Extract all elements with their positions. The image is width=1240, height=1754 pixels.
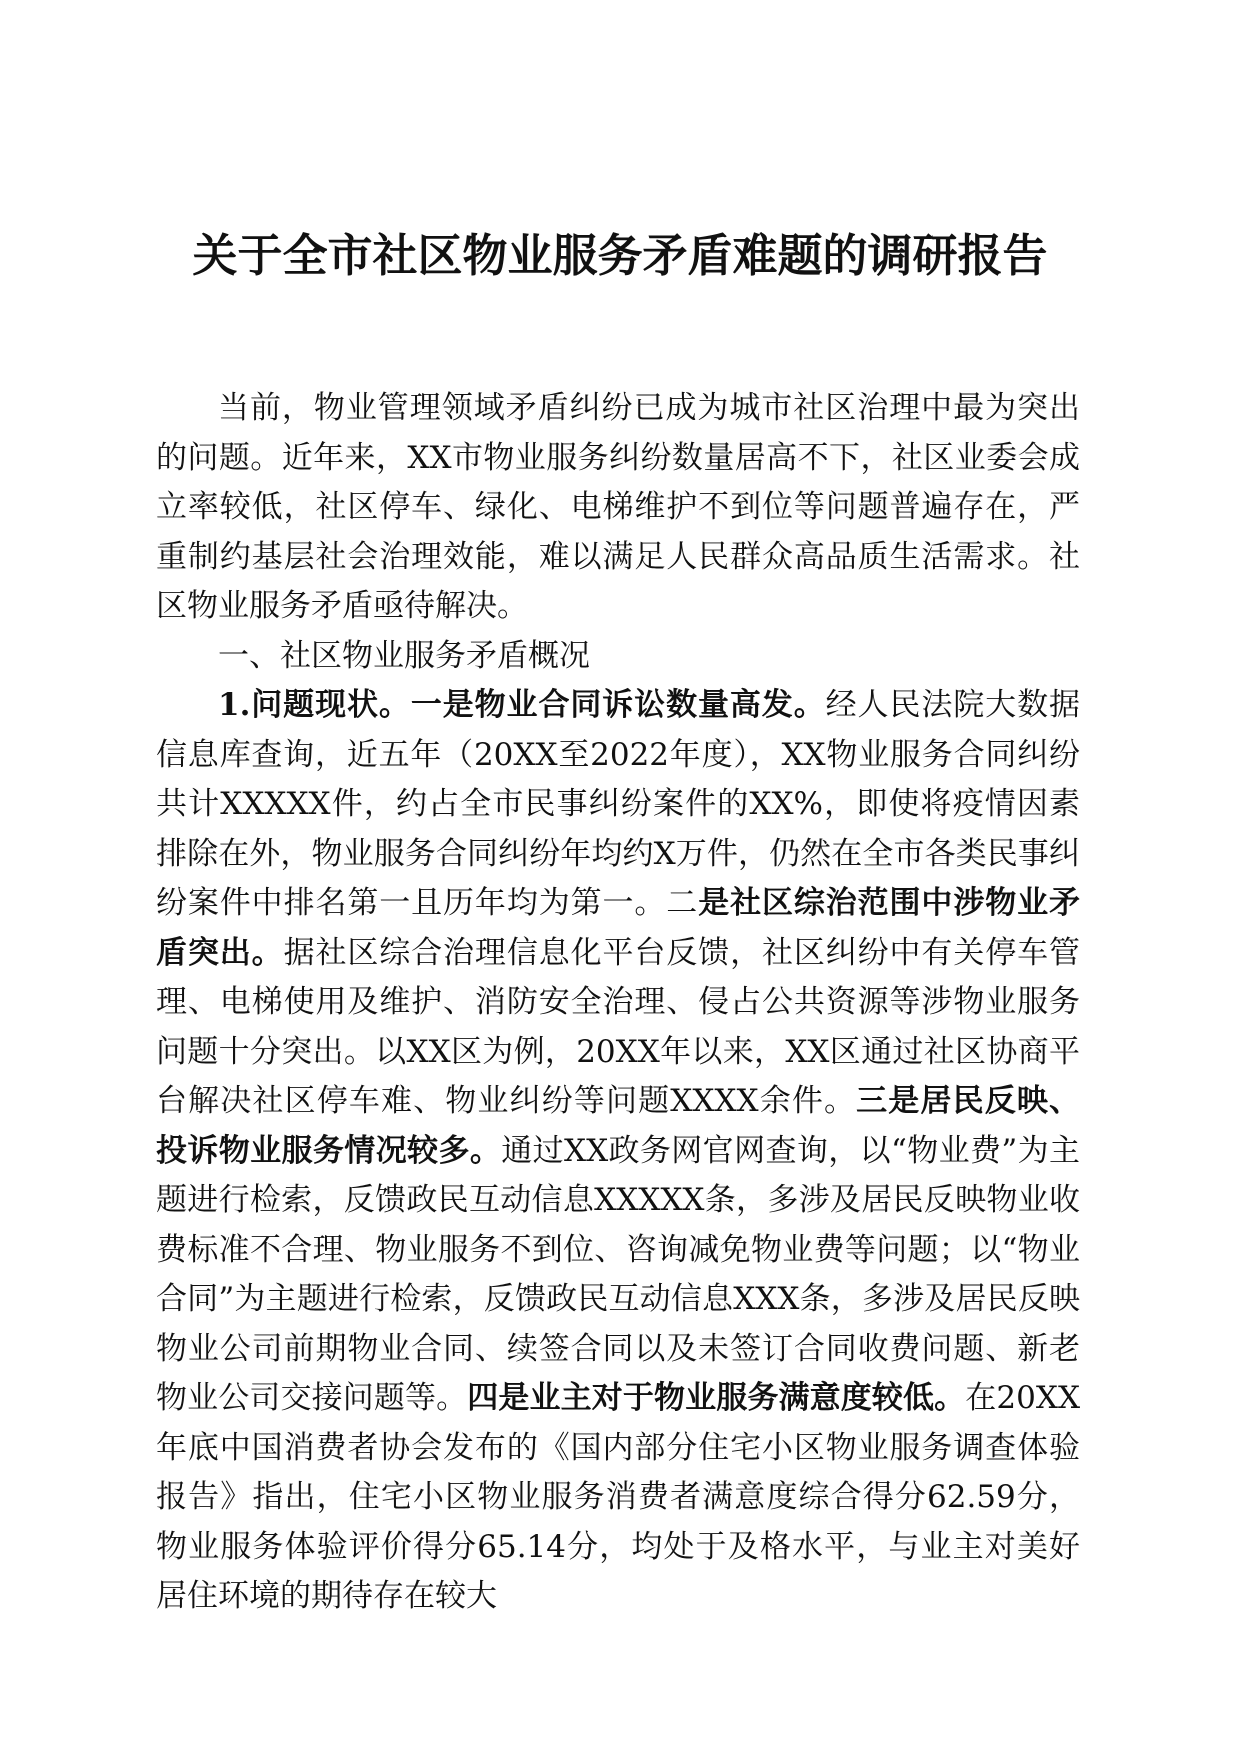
intro-paragraph: 当前，物业管理领域矛盾纠纷已成为城市社区治理中最为突出的问题。近年来，XX市物业服务纠纷数量居高不下，社区业委会成立率较低，社区停车、绿化、电梯维护不到位等问题普遍存在，严重制约基层社会治理效能，难以满足人民群众高品质生活需求。社区物业服务矛盾亟待解决。 [156, 390, 1080, 624]
subheading-lead: 1.问题现状。一是物业合同诉讼数量高发。 [218, 687, 826, 723]
point-two-heading: 是社区综治范围中涉物业矛盾突出。 [156, 885, 1081, 971]
paragraph-text-4: 在20XX年底中国消费者协会发布的《国内部分住宅小区物业服务调查体验报告》指出，住宅小区物业服务消费者满意度综合得分62.59分，物业服务体验评价得分65.14分，均处于及格水平，与业主对美好居住环境的期待存在较大 [156, 1380, 1081, 1614]
point-four-heading: 四是业主对于物业服务满意度较低。 [467, 1380, 966, 1416]
document-body [156, 384, 1080, 1622]
section-heading: 一、社区物业服务矛盾概况 [218, 637, 590, 674]
point-three-heading: 三是居民反映、投诉物业服务情况较多。 [156, 1083, 1080, 1169]
document-title: 关于全市社区物业服务矛盾难题的调研报告 [192, 229, 1048, 282]
paragraph-text-3: 通过XX政务网官网查询，以“物业费”为主题进行检索，反馈政民互动信息XXXXX条，多涉及居民反映物业收费标准不合理、物业服务不到位、咨询减免物业费等问题；以“物业合同”为主题进行检索，反馈政民互动信息XXX条，多涉及居民反映物业公司前期物业合同、续签合同以及未签订合同收费问题、新老物业公司交接问题等。 [156, 1132, 1080, 1416]
status-paragraph [156, 681, 1080, 1622]
paragraph-text-1: 经人民法院大数据信息库查询，近五年（20XX至2022年度），XX物业服务合同纠纷共计XXXXX件，约占全市民事纠纷案件的XX%，即使将疫情因素排除在外，物业服务合同纠纷年均约X万件，仍然在全市各类民事纠纷案件中排名第一且历年均为第一。二 [156, 687, 1080, 921]
paragraph-text-2: 据社区综合治理信息化平台反馈，社区纠纷中有关停车管理、电梯使用及维护、消防安全治理、侵占公共资源等涉物业服务问题十分突出。以XX区为例，20XX年以来，XX区通过社区协商平台解决社区停车难、物业纠纷等问题XXXX余件。 [156, 934, 1081, 1119]
